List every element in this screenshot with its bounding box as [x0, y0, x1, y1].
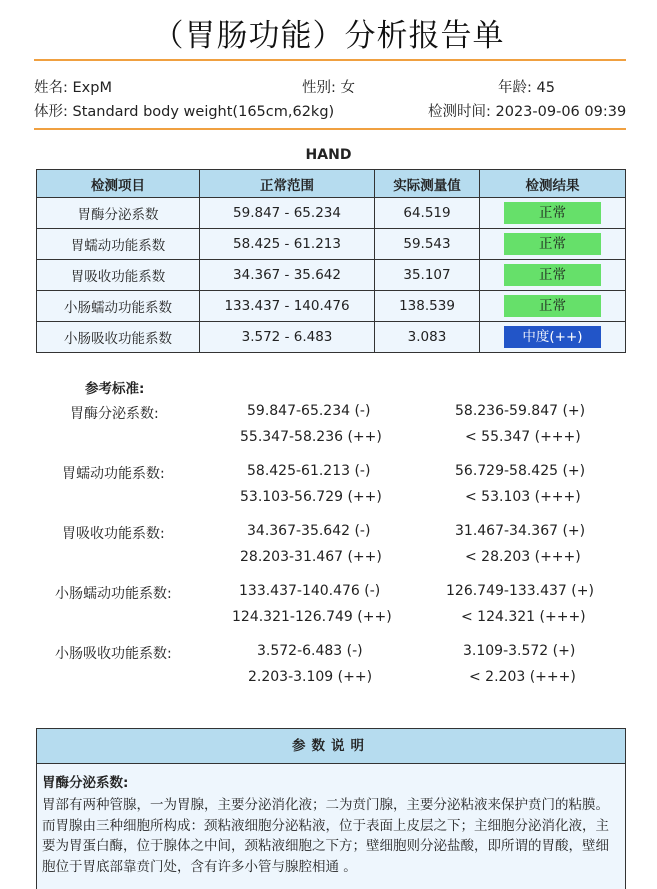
result-badge: 正常 [504, 202, 601, 224]
cell-value: 64.519 [375, 198, 480, 229]
patient-name [34, 76, 112, 97]
parameter-description: 胃部有两种管腺，一为胃腺，主要分泌消化液；二为贲门腺，主要分泌粘液来保护贲门的粘膜。而胃腺由三种细胞所构成：颈粘液细胞分泌粘液，位于表面上皮层之下；主细胞分泌消化液，主要为胃蛋白酶，位于腺体之中间，颈粘液细胞之下方；壁细胞则分泌盐酸，即所谓的胃酸，壁细胞位于胃底部靠贲门处，含有许多小管与腺腔相通 。 [42, 797, 609, 875]
cell-range: 34.367 - 35.642 [200, 260, 375, 291]
parameter-explanation [36, 728, 626, 889]
age-value: 45 [536, 80, 555, 96]
cell-range: 59.847 - 65.234 [200, 198, 375, 229]
header-item: 检测项目 [37, 170, 200, 198]
cell-item: 胃吸收功能系数 [37, 260, 200, 291]
cell-value: 59.543 [375, 229, 480, 260]
test-time [428, 100, 626, 121]
body-label: 体形: [34, 104, 68, 120]
cell-range: 58.425 - 61.213 [200, 229, 375, 260]
cell-item: 小肠吸收功能系数 [37, 322, 200, 353]
parameter-header: 参数说明 [37, 729, 625, 764]
cell-item: 胃酶分泌系数 [37, 198, 200, 229]
cell-result [480, 260, 626, 291]
reference-range: 126.749-133.437 (+) [446, 583, 594, 599]
reference-range: 58.236-59.847 (+) [455, 403, 586, 419]
cell-result [480, 229, 626, 260]
reference-range: < 55.347 (+++) [465, 429, 581, 445]
reference-range: 55.347-58.236 (++) [240, 429, 382, 445]
reference-range: 59.847-65.234 (-) [247, 403, 371, 419]
reference-range: 53.103-56.729 (++) [240, 489, 382, 505]
table-row [37, 291, 626, 322]
reference-range: 133.437-140.476 (-) [239, 583, 381, 599]
reference-range: 28.203-31.467 (++) [240, 549, 382, 565]
table-row [37, 260, 626, 291]
cell-range: 133.437 - 140.476 [200, 291, 375, 322]
reference-range: 31.467-34.367 (+) [455, 523, 586, 539]
cell-range: 3.572 - 6.483 [200, 322, 375, 353]
time-label: 检测时间: [428, 104, 491, 120]
report-title: （胃肠功能）分析报告单 [152, 18, 505, 54]
divider-top [34, 59, 626, 61]
gender-value: 女 [340, 80, 355, 96]
result-badge: 正常 [504, 264, 601, 286]
reference-range: 3.109-3.572 (+) [463, 643, 576, 659]
cell-result [480, 198, 626, 229]
name-label: 姓名: [34, 80, 68, 96]
header-result: 检测结果 [480, 170, 626, 198]
cell-item: 胃蠕动功能系数 [37, 229, 200, 260]
reference-title: 参考标准: [85, 381, 145, 397]
reference-range: < 2.203 (+++) [469, 669, 576, 685]
gender-label: 性别: [302, 80, 336, 96]
cell-result [480, 291, 626, 322]
reference-range: < 53.103 (+++) [465, 489, 581, 505]
reference-range: < 28.203 (+++) [465, 549, 581, 565]
name-value: ExpM [72, 80, 112, 96]
cell-result [480, 322, 626, 353]
age-label: 年龄: [498, 80, 532, 96]
header-value: 实际测量值 [375, 170, 480, 198]
cell-value: 138.539 [375, 291, 480, 322]
reference-range: 124.321-126.749 (++) [232, 609, 392, 625]
reference-name: 胃蠕动功能系数: [62, 466, 165, 482]
result-badge: 中度(++) [504, 326, 601, 348]
cell-item: 小肠蠕动功能系数 [37, 291, 200, 322]
reference-range: 58.425-61.213 (-) [247, 463, 371, 479]
table-header-row [37, 170, 626, 198]
results-table [36, 169, 626, 353]
reference-range: < 124.321 (+++) [461, 609, 586, 625]
time-value: 2023-09-06 09:39 [495, 104, 627, 120]
reference-range: 56.729-58.425 (+) [455, 463, 586, 479]
section-title: HAND [305, 147, 352, 163]
reference-name: 小肠蠕动功能系数: [55, 586, 172, 602]
table-row [37, 198, 626, 229]
patient-gender [302, 76, 355, 97]
table-row [37, 322, 626, 353]
reference-name: 小肠吸收功能系数: [55, 646, 172, 662]
cell-value: 35.107 [375, 260, 480, 291]
reference-name: 胃吸收功能系数: [62, 526, 165, 542]
result-badge: 正常 [504, 295, 601, 317]
reference-name: 胃酶分泌系数: [70, 406, 159, 422]
patient-age [498, 76, 555, 97]
reference-range: 3.572-6.483 (-) [257, 643, 363, 659]
cell-value: 3.083 [375, 322, 480, 353]
reference-range: 34.367-35.642 (-) [247, 523, 371, 539]
body-value: Standard body weight(165cm,62kg) [72, 104, 335, 120]
reference-range: 2.203-3.109 (++) [248, 669, 373, 685]
divider-bottom [34, 128, 626, 130]
header-range: 正常范围 [200, 170, 375, 198]
patient-body [34, 100, 334, 121]
result-badge: 正常 [504, 233, 601, 255]
table-row [37, 229, 626, 260]
parameter-subtitle: 胃酶分泌系数: [42, 775, 129, 791]
